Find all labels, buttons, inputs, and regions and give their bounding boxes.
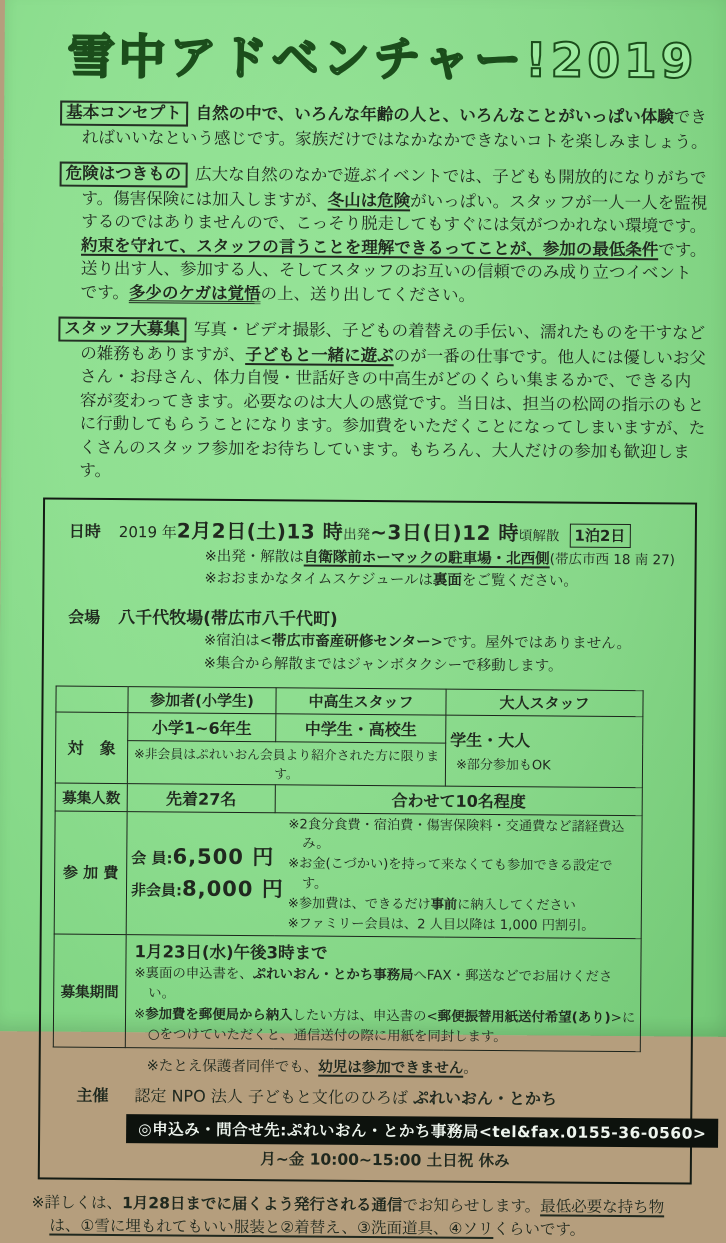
target-adult-main: 学生・大人 (450, 730, 531, 751)
fee-prices (130, 842, 284, 906)
event-info-box (38, 498, 707, 1184)
fee-member: 会 員:6,500 円 (131, 844, 275, 870)
datetime-value: 2019 年2月2日(土)13 時出発~3日(日)12 時頃解散 (118, 518, 560, 546)
section-danger (59, 162, 708, 309)
target-adult-sub: ※部分参加もOK (455, 757, 551, 774)
organizer-row (76, 1082, 680, 1110)
capacity-label: 募集人数 (55, 783, 127, 812)
col-header-teen-staff: 中高生スタッフ (276, 687, 446, 714)
section-concept-label: 基本コンセプト (60, 101, 188, 127)
contact-bar: ◎申込み・問合せ先:ぷれいおん・とかち事務局<tel&fax.0155-36-0560> (126, 1114, 718, 1148)
period-cell (125, 935, 641, 1051)
section-danger-text: 広大な自然のなかで遊ぶイベントでは、子どもも開放的になりがちです。傷害保険には加入しますが、冬山は危険がいっぱい。スタッフが一人一人を監視するのではありませんので、こっそり脱走してもすぐには気がつかれない環境です。約束を守れて、スタッフの言うことを理解できるってことが、参加の最低条件です。送り出す人、参加する人、そしてスタッフのお互いの信頼でのみ成り立つイベントです。多少のケガは覚悟の上、送り出してください。 (80, 164, 708, 305)
footer-note: ※詳しくは、1月28日までに届くよう発行される通信でお知らせします。最低必要な持ち物は、①雪に埋もれてもいい服装と②着替え、③洗面道具、④ソリくらいです。 (31, 1193, 665, 1239)
fee-label: 参 加 費 (54, 811, 127, 935)
fee-nonmember: 非会員:8,000 円 (130, 876, 284, 902)
period-deadline: 1月23日(水)午後3時まで (134, 942, 328, 963)
period-notes (134, 964, 637, 1048)
col-header-participant: 参加者(小学生) (128, 686, 276, 713)
target-label: 対 象 (55, 712, 128, 784)
section-concept-text: 自然の中で、いろんな年齢の人と、いろんなことがいっぱい体験できればいいなという感じです。家族だけではなかなかできないコトを楽しみましょう。 (81, 103, 708, 152)
organizer-name: 認定 NPO 法人 子どもと文化のひろば ぷれいおん・とかち (134, 1085, 558, 1109)
capacity-participant: 先着27名 (127, 783, 275, 812)
datetime-note-departure: ※出発・解散は自衛隊前ホーマックの駐車場・北西側(帯広市西 18 南 27) (204, 549, 676, 569)
period-label: 募集期間 (53, 934, 126, 1047)
fee-note-advance: ※参加費は、できるだけ事前に納入してください (287, 896, 576, 914)
datetime-label: 日時 (68, 522, 101, 542)
target-teen: 中学生・高校生 (276, 713, 446, 742)
section-staff-recruit-text: 写真・ビデオ撮影、子どもの着替えの手伝い、濡れたものを干すなどの雑務もありますが、子どもと一緒に遊ぶのが一番の仕事です。他人には優しいお父さん・お母さん、体力自慢・世話好きの中高生がどのくらい集まるかで、できる内容が変わってきます。必要なのは大人の感覚です。当日は、担当の松岡の指示のもとに行動してもらうことになります。参加費をいただくことになってしまいますが、たくさんのスタッフ参加をお待ちしています。もちろん、大人だけの参加も歓迎します。 (79, 319, 706, 481)
venue-name: 八千代牧場(帯広市八千代町) (118, 608, 338, 631)
period-note-fax: ※裏面の申込書を、ぷれいおん・とかち事務局へFAX・郵送などでお届けください。 (134, 966, 613, 1002)
duration-badge: 1泊2日 (569, 524, 630, 548)
col-header-adult-staff: 大人スタッフ (446, 689, 643, 717)
venue-note-lodging: ※宿泊は<帯広市畜産研修センター>です。屋外ではありません。 (203, 633, 632, 653)
fee-cell (126, 811, 642, 939)
target-adult-cell (445, 715, 643, 788)
organizer-label: 主催 (76, 1085, 109, 1105)
participants-table (53, 685, 644, 1052)
fee-note-family-discount: ※ファミリー会員は、2 人目以降は 1,000 円割引。 (287, 915, 595, 934)
period-note-postal: ※参加費を郵便局から納入したい方は、申込書の<郵便振替用紙送付希望(あり)>に○をつけていただくと、通信送付の際に用紙を同封します。 (133, 1006, 636, 1045)
fee-note-included: ※2食分食費・宿泊費・傷害保険料・交通費など諸経費込み。 (288, 816, 625, 853)
office-hours: 月~金 10:00~15:00 土日祝 休み (260, 1149, 510, 1170)
venue-label: 会場 (68, 608, 101, 628)
period-row (53, 934, 641, 1051)
fee-note-no-money: ※お金(こづかい)を持って来なくても参加できる設定です。 (288, 856, 613, 892)
venue-row (68, 603, 684, 633)
table-corner-cell (56, 686, 128, 713)
target-participant: 小学1~6年生 (128, 712, 276, 741)
capacity-staff: 合わせて10名程度 (275, 784, 642, 815)
section-staff-recruit-label: スタッフ大募集 (58, 317, 186, 343)
fee-notes (288, 815, 638, 937)
venue-note-taxi: ※集合から解散まではジャンボタクシーで移動します。 (203, 655, 563, 675)
datetime-row (69, 514, 685, 549)
infant-note: ※たとえ保護者同伴でも、幼児は参加できません。 (146, 1058, 478, 1077)
fee-row (54, 811, 642, 939)
section-concept (60, 101, 708, 154)
flyer-title: 雪中アドベンチャー!2019 (67, 29, 698, 90)
section-danger-label: 危険はつきもの (60, 162, 188, 188)
target-note: ※非会員はぷれいおん会員より紹介された方に限ります。 (127, 740, 445, 785)
datetime-note-schedule: ※おおまかなタイムスケジュールは裏面をご覧ください。 (204, 571, 579, 591)
section-staff-recruit (57, 317, 706, 487)
